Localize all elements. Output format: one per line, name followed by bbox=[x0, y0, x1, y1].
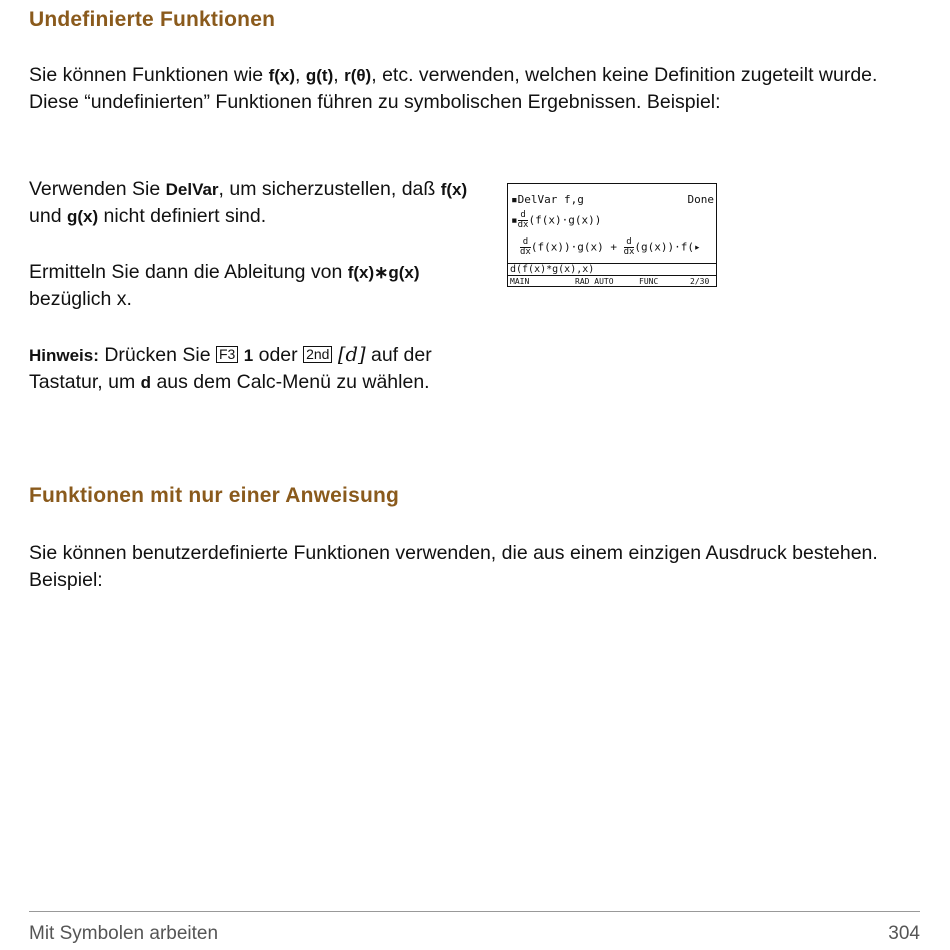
step-delvar bbox=[29, 176, 479, 230]
status-func: FUNC bbox=[639, 277, 659, 286]
single-statement-paragraph: Sie können benutzerdefinierte Funktionen verwenden, die aus einem einzigen Ausdruck bestehen. Beispiel: bbox=[29, 542, 878, 591]
done-result: Done bbox=[687, 193, 714, 206]
result-part-b: (g(x))·f( bbox=[634, 240, 695, 254]
page-number: 304 bbox=[888, 923, 920, 944]
status-count: 2/30 bbox=[690, 277, 710, 286]
calculator-screen bbox=[507, 183, 717, 287]
function-fx: f(x) bbox=[268, 66, 296, 85]
text: Drücken Sie bbox=[98, 344, 216, 366]
d-symbol: d bbox=[140, 373, 152, 392]
text: Sie können Funktionen wie bbox=[29, 64, 269, 86]
entry-line: d(f(x)*g(x),x) bbox=[508, 263, 716, 275]
function-gx: g(x) bbox=[66, 207, 99, 226]
intro-paragraph bbox=[29, 62, 924, 116]
text: auf der Tastatur, um bbox=[29, 344, 432, 393]
scroll-right-arrow-icon: ▸ bbox=[694, 240, 701, 254]
history-line-3 bbox=[520, 238, 714, 257]
bullet-icon: ▪ bbox=[511, 193, 518, 206]
history-line-2 bbox=[511, 211, 714, 230]
key-one: 1 bbox=[243, 346, 254, 365]
2nd-key: 2nd bbox=[303, 346, 332, 363]
text: nicht definiert sind. bbox=[98, 205, 267, 227]
text: und bbox=[29, 205, 67, 227]
derivative-fraction bbox=[518, 211, 529, 230]
derivative-fraction bbox=[624, 238, 635, 257]
fraction-numerator: d bbox=[520, 238, 531, 248]
history-line-1 bbox=[511, 193, 714, 206]
delvar-entry: DelVar f,g bbox=[517, 193, 584, 206]
status-mode: RAD AUTO bbox=[575, 277, 614, 286]
text: Ermitteln Sie dann die Ableitung von bbox=[29, 261, 348, 283]
fraction-denominator: dx bbox=[520, 247, 531, 257]
status-main: MAIN bbox=[510, 277, 530, 286]
footer-chapter-title: Mit Symbolen arbeiten bbox=[29, 923, 219, 944]
bullet-icon: ▪ bbox=[511, 213, 518, 227]
delvar-command: DelVar bbox=[165, 180, 219, 199]
text: , bbox=[333, 64, 345, 86]
section-heading-undefined-functions: Undefinierte Funktionen bbox=[29, 8, 276, 31]
text: , bbox=[295, 64, 306, 86]
text: , etc. verwenden, welchen keine Definition zugeteilt wurde. Diese “undefinierten” Funktionen führen zu symbolischen Ergebnissen. Beispiel: bbox=[29, 64, 878, 113]
product-expression: f(x)∗g(x) bbox=[347, 263, 420, 282]
section-heading-single-statement: Funktionen mit nur einer Anweisung bbox=[29, 484, 400, 507]
fraction-denominator: dx bbox=[517, 220, 529, 230]
derivative-fraction bbox=[520, 238, 531, 257]
function-gt: g(t) bbox=[305, 66, 334, 85]
text: aus dem Calc-Menü zu wählen. bbox=[151, 371, 430, 393]
hint-paragraph bbox=[29, 341, 479, 396]
derivative-input: (f(x)·g(x)) bbox=[528, 213, 602, 227]
function-fx: f(x) bbox=[440, 180, 468, 199]
step-derivative bbox=[29, 259, 494, 313]
fraction-numerator: d bbox=[624, 238, 635, 248]
f3-key: F3 bbox=[216, 346, 238, 363]
fraction-denominator: dx bbox=[623, 247, 635, 257]
d-key: [d] bbox=[337, 343, 366, 366]
text: bezüglich x. bbox=[29, 288, 132, 310]
hint-label: Hinweis: bbox=[29, 346, 99, 365]
function-r-theta: r(θ) bbox=[344, 66, 372, 85]
result-part-a: (f(x))·g(x) + bbox=[530, 240, 624, 254]
text: , um sicherzustellen, daß bbox=[218, 178, 441, 200]
text: oder bbox=[253, 344, 304, 366]
status-bar bbox=[508, 275, 716, 287]
fraction-numerator: d bbox=[518, 211, 529, 221]
text: Verwenden Sie bbox=[29, 178, 166, 200]
footer-divider bbox=[29, 911, 920, 912]
